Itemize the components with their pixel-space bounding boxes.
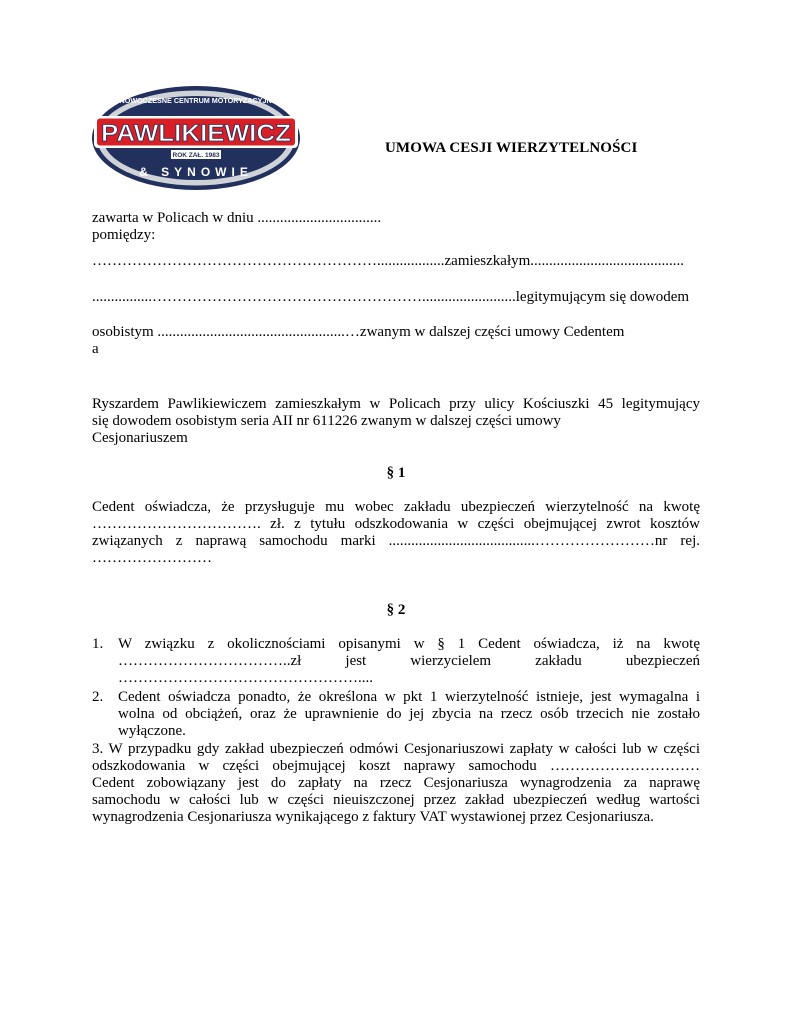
item-line: wolna od obciążeń, oraz że uprawnienie do jej zbycia na rzecz osób trzecich nie zostało: [118, 706, 700, 722]
section2-heading: § 2: [386, 602, 406, 618]
section1-line: Cedent oświadcza, że przysługuje mu wobec zakładu ubezpieczeń wierzytelność na kwotę: [92, 499, 700, 515]
logo-bottom-text: & SYNOWIE: [139, 165, 253, 179]
section1-line: ……………………………. zł. z tytułu odszkodowania w części obejmującej zwrot kosztów: [92, 516, 700, 532]
intro-party1-name-line: …………………………………………………..................zamieszkałym.........................................: [92, 253, 685, 269]
intro-date-line: zawarta w Policach w dniu .................................: [92, 210, 382, 226]
party2-line: Cesjonariuszem: [92, 430, 188, 446]
section1-heading: § 1: [386, 465, 406, 481]
item-line: odszkodowania w części obejmującej koszt naprawy samochodu …………………………: [92, 758, 700, 774]
section1-line: związanych z naprawą samochodu marki .......................................……………………nr rej.: [92, 533, 700, 549]
intro-between-line: pomiędzy:: [92, 227, 156, 243]
document-title: UMOWA CESJI WIERZYTELNOŚCI: [385, 140, 638, 156]
company-logo: [88, 82, 304, 194]
party2-line: Ryszardem Pawlikiewiczem zamieszkałym w Policach przy ulicy Kościuszki 45 legitymujący: [92, 396, 700, 412]
logo-name: PAWLIKIEWICZ: [101, 120, 291, 147]
section2-item-3: [92, 741, 700, 826]
item-line: Cedent oświadcza ponadto, że określona w pkt 1 wierzytelność istnieje, jest wymagalna i: [118, 689, 700, 705]
item-number: 2.: [92, 689, 104, 705]
item-line: ……………………………..zł jest wierzycielem zakładu ubezpieczeń: [118, 653, 700, 669]
section2-item-2: [92, 689, 700, 740]
item-number: 1.: [92, 636, 104, 652]
logo-year: ROK ZAŁ. 1983: [172, 152, 220, 159]
section1-paragraph: [92, 499, 700, 567]
item-line: Cedent zobowiązany jest do zapłaty na rzecz Cesjonariusza wynagrodzenia za naprawę: [92, 775, 700, 791]
logo-top-text: NOWOCZESNE CENTRUM MOTORYZACYJNE: [119, 96, 277, 105]
item-line: samochodu w całości lub w części nieuiszczonej przez zakład ubezpieczeń według wartości: [92, 792, 700, 808]
item-line: …………………………………………....: [118, 670, 373, 686]
intro-party1-address-line: ................……………………………………………….........................legitymującym się dowodem: [92, 289, 690, 305]
intro-party1-id-line: osobistym ..................................................…zwanym w dalszej części umowy Cedentem: [92, 324, 625, 340]
intro-and-line: a: [92, 341, 99, 357]
party2-line: się dowodem osobistym seria AII nr 611226 zwanym w dalszej części umowy: [92, 413, 561, 429]
section2-item-1: [92, 636, 700, 687]
item-line: 3. W przypadku gdy zakład ubezpieczeń odmówi Cesjonariuszowi zapłaty w całości lub w części: [92, 741, 700, 757]
section1-line: ……………………: [92, 550, 212, 566]
item-line: wynagrodzenia Cesjonariusza wynikającego z faktury VAT wystawionej przez Cesjonariusza.: [92, 809, 654, 825]
item-line: W związku z okolicznościami opisanymi w § 1 Cedent oświadcza, iż na kwotę: [118, 636, 700, 652]
party2-paragraph: [92, 396, 700, 447]
item-line: wyłączone.: [118, 723, 186, 739]
